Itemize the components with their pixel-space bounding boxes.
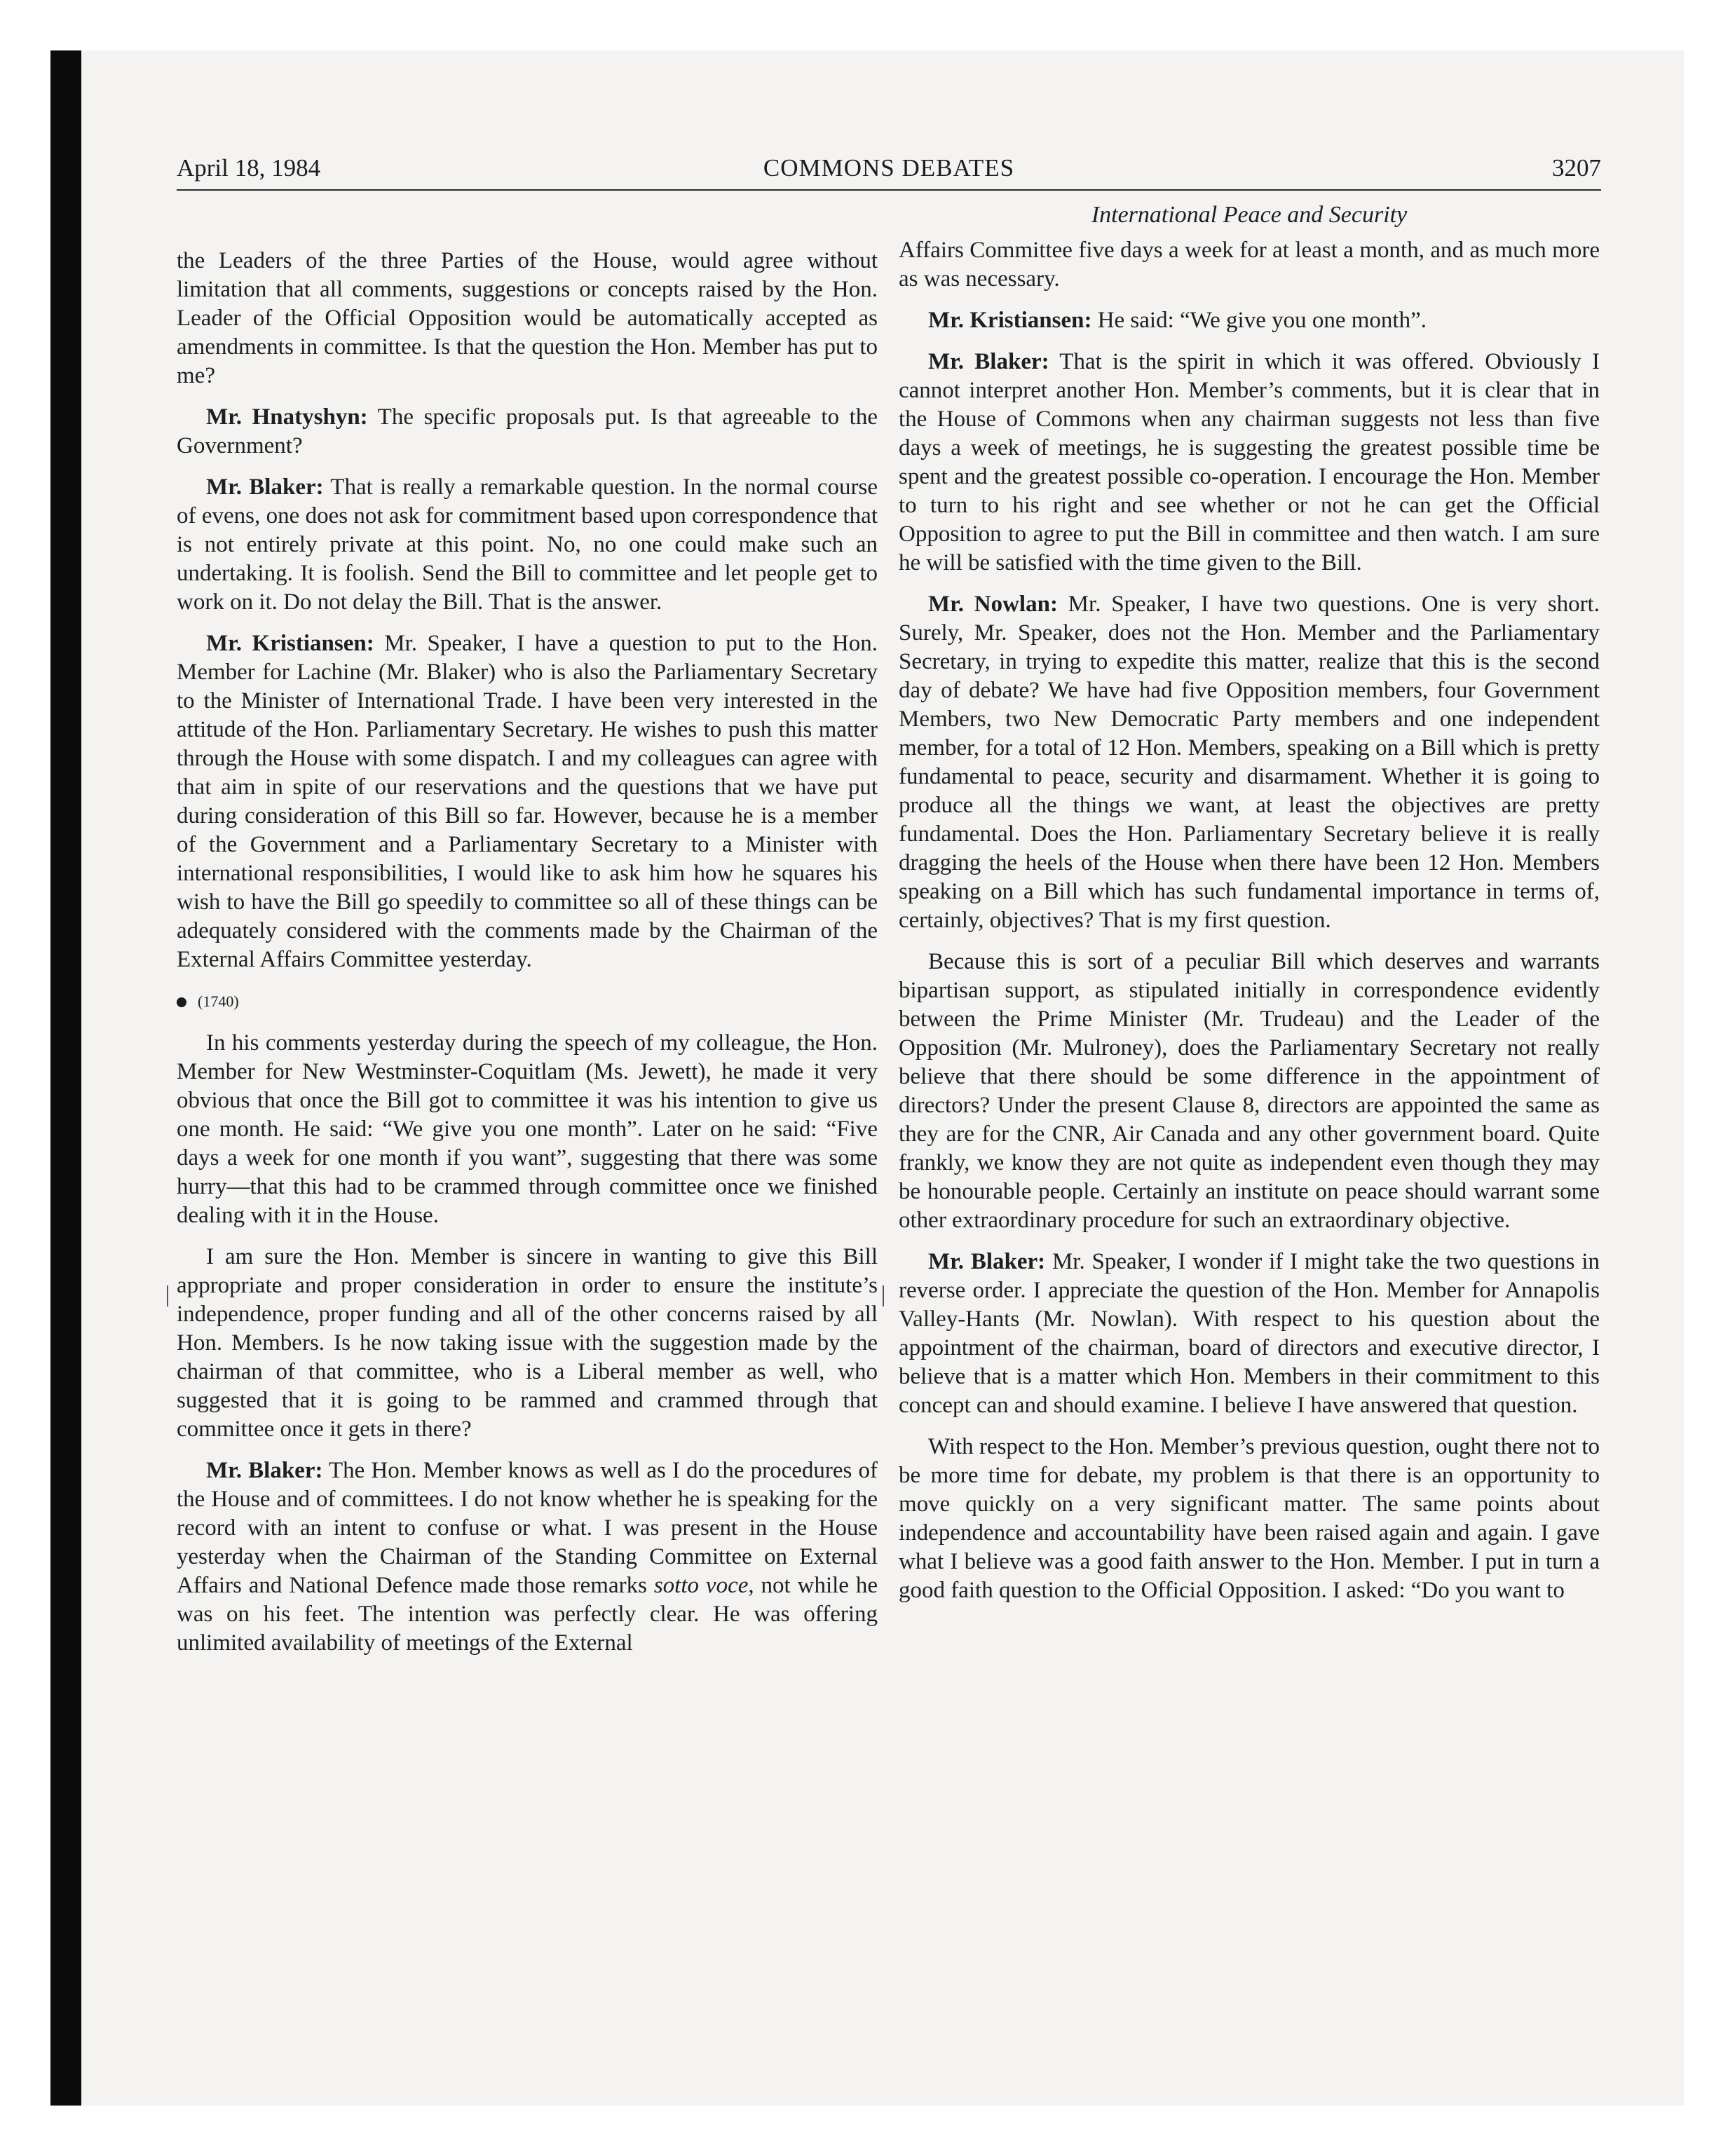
- italic-phrase: sotto voce: [653, 1573, 749, 1598]
- speech-text: The specific proposals put. Is that agreeable to the Government?: [177, 404, 878, 458]
- margin-mark: [883, 1285, 884, 1306]
- speech-text: That is really a remarkable question. In the normal course of evens, one does not ask for commitment based upon correspondence that is not entirely private at this point. No, no one could make such an undertaking. It is foolish. Send the Bill to committee and let people get to work on it. Do not delay the Bill. That is the answer.: [177, 475, 878, 615]
- page-header: [177, 154, 1601, 198]
- paragraph: [177, 629, 878, 974]
- speaker-name: Mr. Blaker:: [928, 1249, 1046, 1274]
- paragraph: [177, 403, 878, 460]
- header-date: April 18, 1984: [177, 154, 321, 182]
- speech-text: Mr. Speaker, I have two questions. One is very short. Surely, Mr. Speaker, does not the Hon. Member and the Parliamentary Secretary, in trying to expedite this matter, realize that this is the second day of debate? We have had five Opposition members, four Government Members, two New Democratic Party members and one independent member, for a total of 12 Hon. Members, speaking on a Bill which is pretty fundamental to peace, security and disarmament. Whether it is going to produce all the things we want, at least the objectives are pretty fundamental. Does the Hon. Parliamentary Secretary believe it is really dragging the heels of the House when there have been 12 Hon. Members speaking on a Bill which has such fundamental importance in terms of, certainly, objectives? That is my first question.: [899, 592, 1600, 933]
- speaker-name: Mr. Blaker:: [206, 475, 324, 500]
- paragraph: In his comments yesterday during the speech of my colleague, the Hon. Member for New Westminster-Coquitlam (Ms. Jewett), he made it very obvious that once the Bill got to committee it was his intention to give us one month. He said: “We give you one month”. Later on he said: “Five days a week for one month if you want”, suggesting that there was some hurry—that this had to be crammed through committee once we finished dealing with it in the House.: [177, 1030, 878, 1228]
- speech-text: , not while he was on his feet. The intention was perfectly clear. He was offering unlimited availability of meetings of the External: [177, 1573, 878, 1656]
- paragraph: With respect to the Hon. Member’s previous question, ought there not to be more time for debate, my problem is that there is an opportunity to move quickly on a very significant matter. The same points about independence and accountability have been raised again and again. I gave what I believe was a good faith answer to the Hon. Member. I put in turn a good faith question to the Official Opposition. I asked: “Do you want to: [899, 1434, 1600, 1603]
- section-title: International Peace and Security: [1091, 202, 1408, 228]
- speech-text: That is the spirit in which it was offered. Obviously I cannot interpret another Hon. Member’s comments, but it is clear that in the House of Commons when any chairman suggests not less than five days a week of meetings, he is suggesting the greatest possible time be spent and the greatest possible co-operation. I encourage the Hon. Member to turn to his right and see whether or not he can get the Official Opposition to agree to put the Bill in committee and then watch. I am sure he will be satisfied with the time given to the Bill.: [899, 349, 1600, 575]
- scanned-page: [50, 50, 1684, 2106]
- paragraph: the Leaders of the three Parties of the House, would agree without limitation that all comments, suggestions or concepts raised by the Hon. Leader of the Official Opposition would be automatically accepted as amendments in committee. Is that the question the Hon. Member has put to me?: [177, 248, 878, 388]
- paragraph: [899, 590, 1600, 935]
- header-rule: [177, 189, 1601, 191]
- speech-text: Mr. Speaker, I wonder if I might take the two questions in reverse order. I appreciate the question of the Hon. Member for Annapolis Valley-Hants (Mr. Nowlan). With respect to his question about the appointment of the chairman, board of directors and executive director, I believe that is a matter which Hon. Members in their commitment to this concept can and should examine. I believe I have answered that question.: [899, 1249, 1600, 1418]
- paragraph: Because this is sort of a peculiar Bill which deserves and warrants bipartisan support, as stipulated initially in correspondence evidently between the Prime Minister (Mr. Trudeau) and the Leader of the Opposition (Mr. Mulroney), does the Parliamentary Secretary not really believe that there should be some difference in the appointment of directors? Under the present Clause 8, directors are appointed the same as they are for the CNR, Air Canada and any other government board. Quite frankly, we know they are not quite as independent even though they may be honourable people. Certainly an institute on peace should warrant some other extraordinary procedure for such an extraordinary objective.: [899, 949, 1600, 1233]
- paragraph: [177, 473, 878, 617]
- speaker-name: Mr. Kristiansen:: [206, 631, 374, 656]
- speaker-name: Mr. Nowlan:: [928, 592, 1058, 617]
- paragraph: I am sure the Hon. Member is sincere in wanting to give this Bill appropriate and proper consideration in order to ensure the institute’s independence, proper funding and all of the other concerns raised by all Hon. Members. Is he now taking issue with the suggestion made by the chairman of that committee, who is a Liberal member as well, who suggested that it is going to be rammed and crammed through that committee once it gets in there?: [177, 1244, 878, 1442]
- paragraph: Affairs Committee five days a week for at least a month, and as much more as was necessary.: [899, 238, 1600, 292]
- speech-text: Mr. Speaker, I have a question to put to the Hon. Member for Lachine (Mr. Blaker) who is also the Parliamentary Secretary to the Minister of International Trade. I have been very interested in the attitude of the Hon. Parliamentary Secretary. He wishes to push this matter through the House with some dispatch. I and my colleagues can agree with that aim in spite of our reservations and the questions that we have put during consideration of this Bill so far. However, because he is a member of the Government and a Parliamentary Secretary to a Minister with international responsibilities, I would like to ask him how he squares his wish to have the Bill go speedily to committee so all of these things can be adequately considered with the comments made by the Chairman of the External Affairs Committee yesterday.: [177, 631, 878, 972]
- speaker-name: Mr. Hnatyshyn:: [206, 404, 368, 430]
- right-column: [899, 200, 1600, 1618]
- margin-mark: [167, 1285, 168, 1306]
- paragraph: [899, 348, 1600, 578]
- left-column: [177, 247, 878, 1670]
- timestamp-marker: [177, 991, 878, 1012]
- header-page-number: 3207: [1552, 154, 1601, 182]
- speech-text: The Hon. Member knows as well as I do the procedures of the House and of committees. I do not know whether he is speaking for the record with an intent to confuse or what. I was present in the House yesterday when the Chairman of the Standing Committee on External Affairs and National Defence made those remarks: [177, 1458, 878, 1598]
- binding-edge: [50, 50, 81, 2106]
- paragraph: [899, 1248, 1600, 1420]
- speech-text: He said: “We give you one month”.: [1091, 308, 1427, 333]
- bullet-icon: [177, 997, 186, 1007]
- paragraph: [899, 306, 1600, 335]
- timestamp-text: (1740): [198, 992, 239, 1010]
- paragraph: [177, 1456, 878, 1658]
- header-publication: COMMONS DEBATES: [763, 154, 1015, 182]
- speaker-name: Mr. Kristiansen:: [928, 308, 1092, 333]
- speaker-name: Mr. Blaker:: [928, 349, 1049, 374]
- speaker-name: Mr. Blaker:: [206, 1458, 323, 1483]
